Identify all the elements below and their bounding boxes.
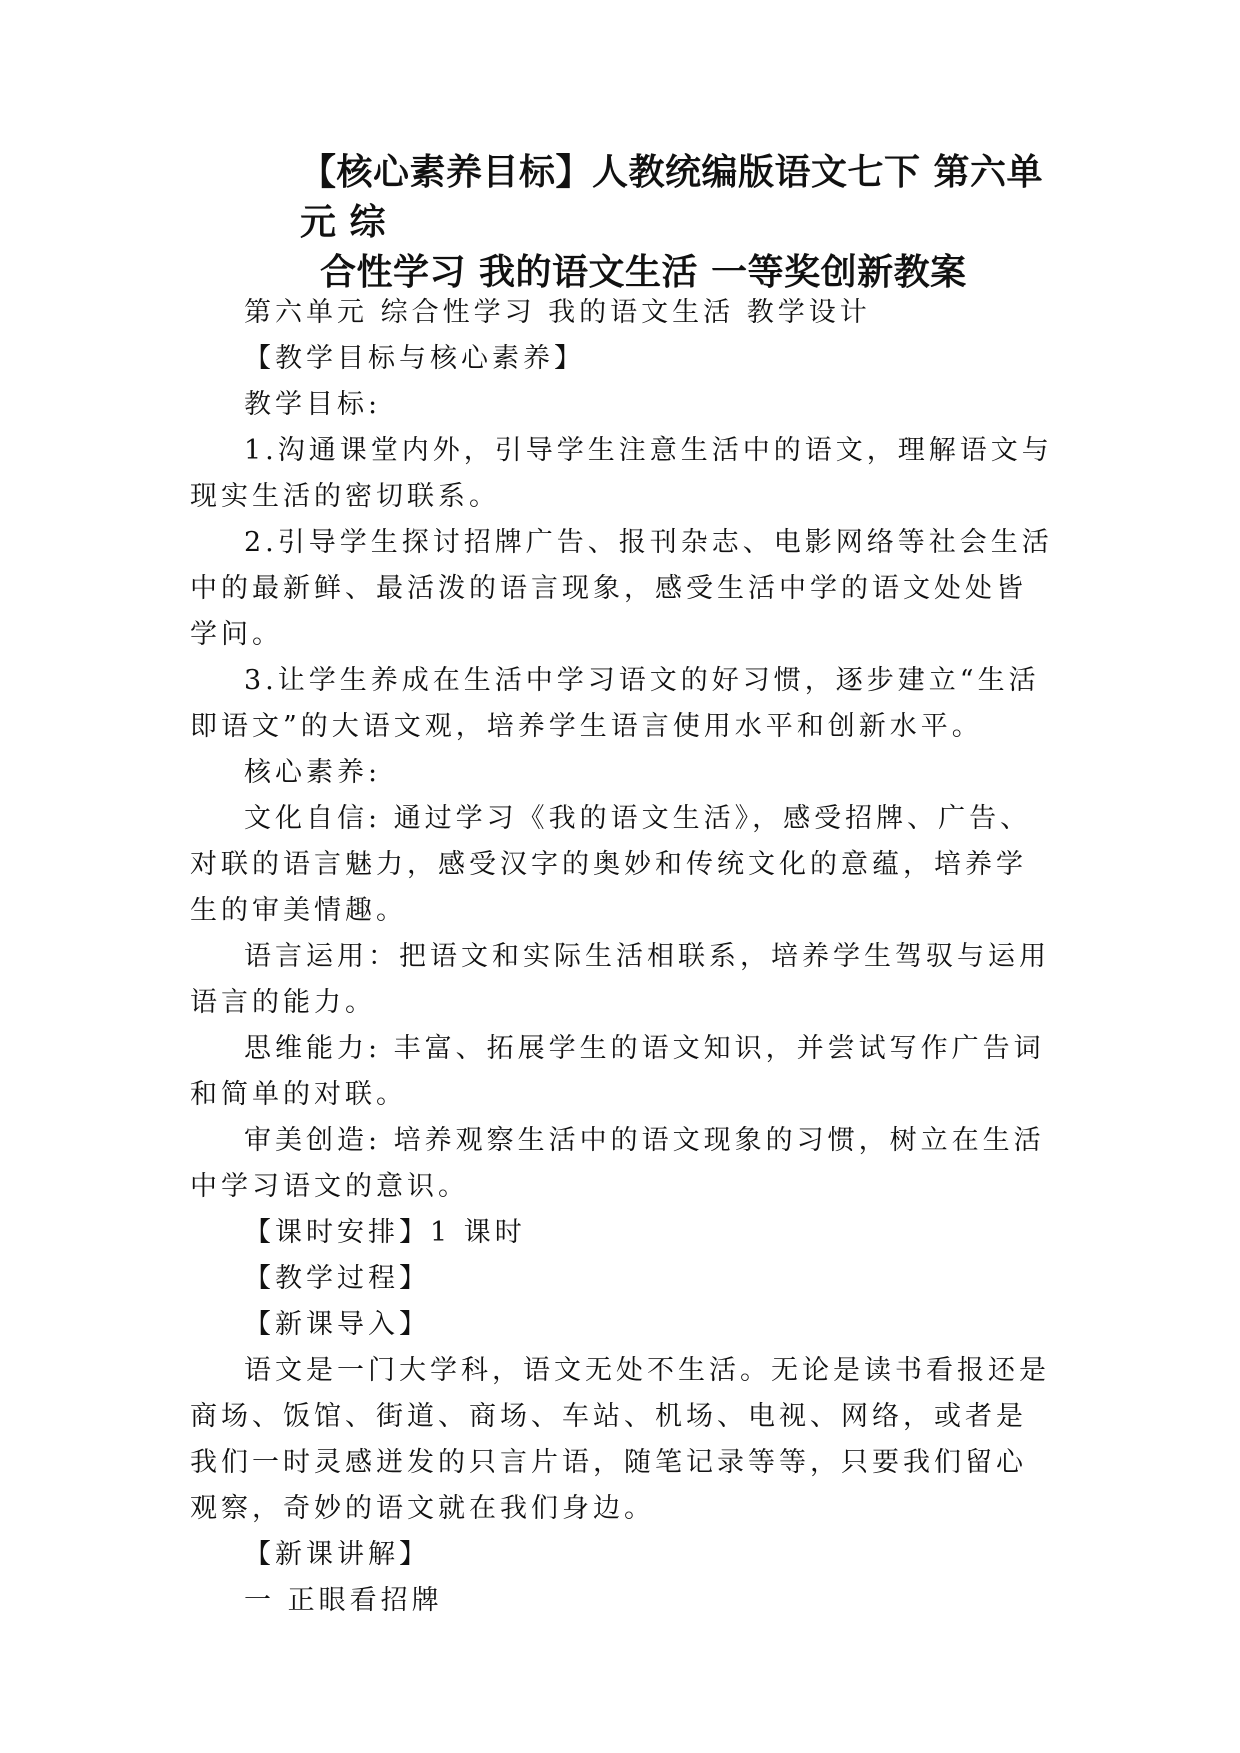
introduction-paragraph: 语文是一门大学科，语文无处不生活。无论是读书看报还是商场、饭馆、街道、商场、车站、机场、电视、网络，或者是我们一时灵感迸发的只言片语，随笔记录等等，只要我们留心观察，奇妙的语文就在我们身边。 [190,1355,1050,1524]
lesson-heading: 第六单元 综合性学习 我的语文生活 教学设计 [244,297,871,328]
literacy-thinking-ability: 思维能力: 丰富、拓展学生的语文知识，并尝试写作广告词和简单的对联。 [190,1033,1045,1110]
section-heading-objectives: 【教学目标与核心素养】 [244,343,585,374]
document-body [190,290,1055,1624]
title-line-2: 合性学习 我的语文生活 一等奖创新教案 [320,252,967,293]
title-line-1: 【核心素养目标】人教统编版语文七下 第六单元 综 [300,152,1044,243]
section-heading-schedule: 【课时安排】1 课时 [244,1217,526,1248]
literacy-language-use: 语言运用：把语文和实际生活相联系，培养学生驾驭与运用语言的能力。 [190,941,1050,1018]
section-heading-introduction: 【新课导入】 [244,1309,430,1340]
literacy-cultural-confidence: 文化自信: 通过学习《我的语文生活》，感受招牌、广告、对联的语言魅力，感受汉字的奥妙和传统文化的意蕴，培养学生的审美情趣。 [190,803,1032,926]
section-heading-explanation: 【新课讲解】 [244,1539,430,1570]
literacy-aesthetic-creation: 审美创造: 培养观察生活中的语文现象的习惯，树立在生活中学习语文的意识。 [190,1125,1045,1202]
subheading-teaching-goals: 教学目标: [244,389,382,420]
goal-item-1: 1.沟通课堂内外，引导学生注意生活中的语文，理解语文与现实生活的密切联系。 [190,435,1053,512]
subsection-signboards: 一 正眼看招牌 [244,1585,443,1616]
subheading-core-literacy: 核心素养: [244,757,382,788]
goal-item-3: 3.让学生养成在生活中学习语文的好习惯，逐步建立“生活即语文”的大语文观，培养学生语言使用水平和创新水平。 [190,665,1040,742]
goal-item-2: 2.引导学生探讨招牌广告、报刊杂志、电影网络等社会生活中的最新鲜、最活泼的语言现象，感受生活中学的语文处处皆学问。 [190,527,1053,650]
section-heading-process: 【教学过程】 [244,1263,430,1294]
document-title [300,148,1060,298]
